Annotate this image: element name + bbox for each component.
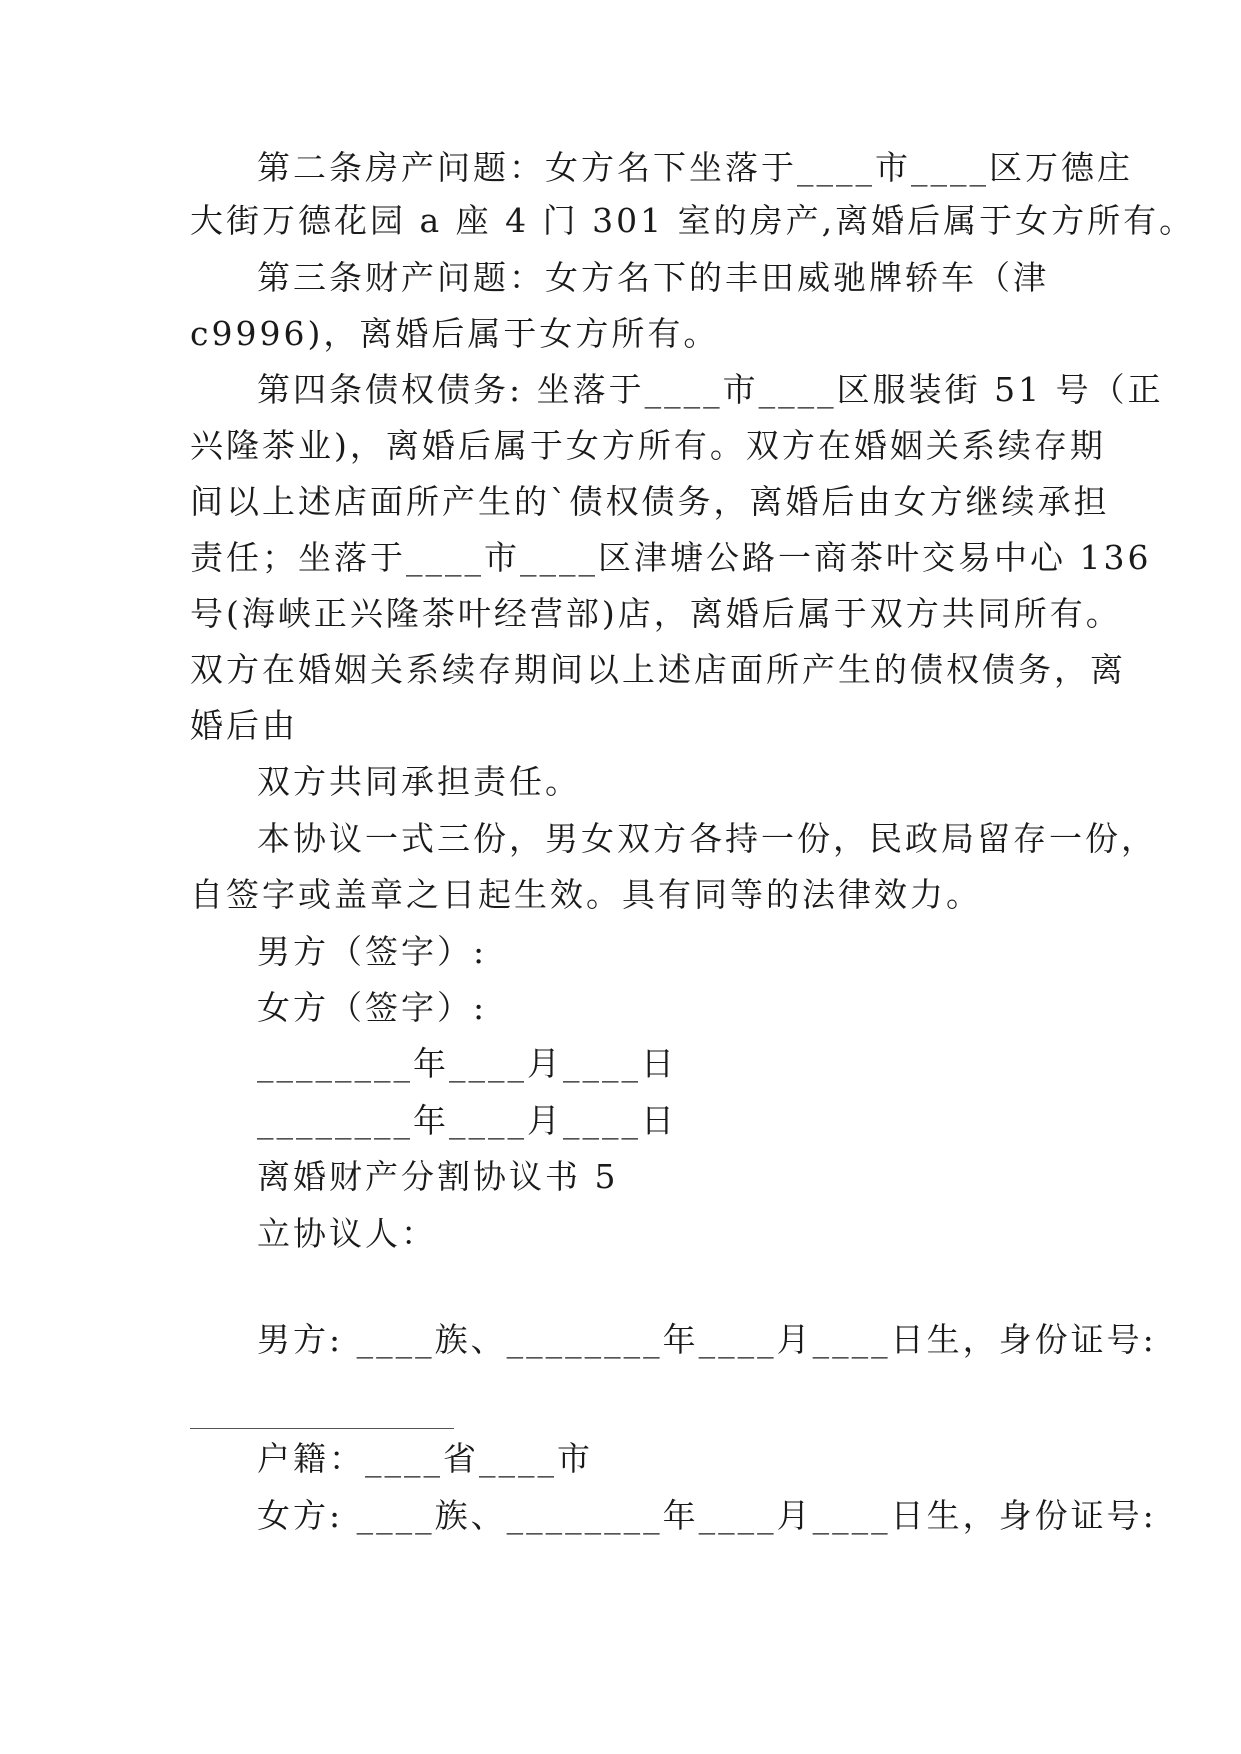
male-party-line: 男方: ____族、________年____月____日生，身份证号: bbox=[257, 1320, 1157, 1359]
text-line: 间以上述店面所产生的`债权债务，离婚后由女方继续承担 bbox=[190, 482, 1110, 521]
text-line: 婚后由 bbox=[190, 706, 298, 745]
section-title: 离婚财产分割协议书 5 bbox=[257, 1157, 619, 1196]
text-line: 自签字或盖章之日起生效。具有同等的法律效力。 bbox=[190, 875, 982, 914]
text-line: 责任；坐落于____市____区津塘公路一商茶叶交易中心 136 bbox=[190, 538, 1152, 577]
date-line: ________年____月____日 bbox=[257, 1101, 677, 1140]
date-line: ________年____月____日 bbox=[257, 1044, 677, 1083]
text-line: 第四条债权债务: 坐落于____市____区服装街 51 号（正 bbox=[257, 370, 1164, 409]
text-line: 第三条财产问题：女方名下的丰田威驰牌轿车（津 bbox=[257, 258, 1049, 297]
signature-male: 男方（签字）: bbox=[257, 932, 488, 971]
text-line: 兴隆茶业)，离婚后属于女方所有。双方在婚姻关系续存期 bbox=[190, 426, 1106, 465]
text-line: 大街万德花园 a 座 4 门 301 室的房产,离婚后属于女方所有。 bbox=[190, 201, 1196, 240]
text-line: 号(海峡正兴隆茶叶经营部)店，离婚后属于双方共同所有。 bbox=[190, 594, 1122, 633]
text-line: 第二条房产问题：女方名下坐落于____市____区万德庄 bbox=[257, 148, 1133, 187]
text-line: 本协议一式三份，男女双方各持一份，民政局留存一份， bbox=[257, 819, 1157, 858]
signature-female: 女方（签字）: bbox=[257, 988, 488, 1027]
text-line: 双方在婚姻关系续存期间以上述店面所产生的债权债务，离 bbox=[190, 650, 1126, 689]
text-line: 立协议人： bbox=[257, 1214, 437, 1253]
text-line: c9996)，离婚后属于女方所有。 bbox=[190, 314, 720, 353]
id-number-underline bbox=[190, 1428, 454, 1429]
text-line: 双方共同承担责任。 bbox=[257, 762, 581, 801]
female-party-line: 女方: ____族、________年____月____日生，身份证号: bbox=[257, 1496, 1157, 1535]
household-line: 户籍：____省____市 bbox=[257, 1439, 593, 1478]
